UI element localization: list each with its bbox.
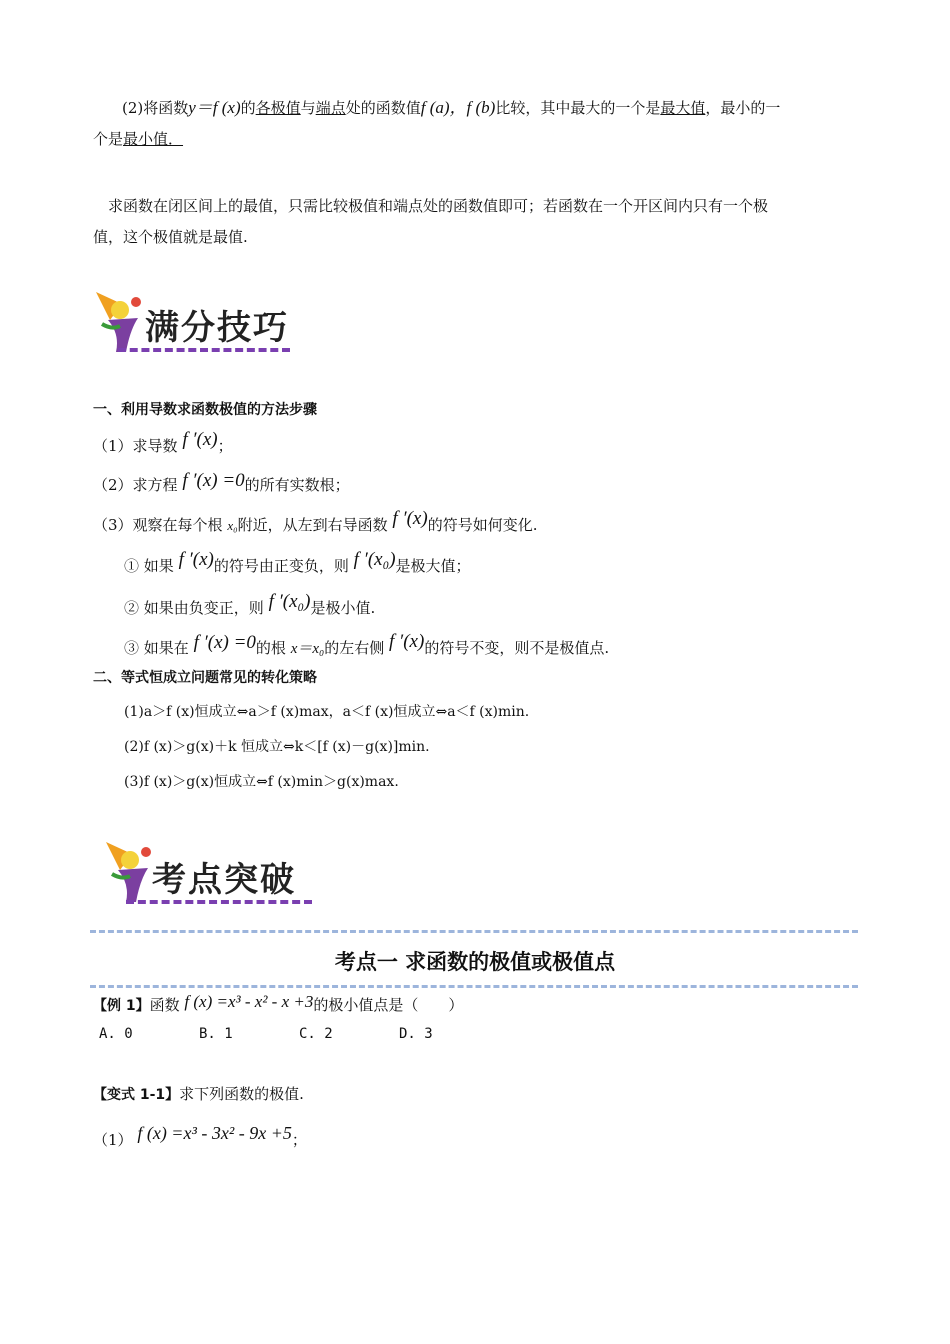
example1-option-a: A. 0 <box>99 1026 133 1042</box>
tips-heading-2: 二、等式恒成立问题常见的转化策略 <box>93 670 317 686</box>
para1-prefix: (2)将函数 <box>122 99 189 117</box>
banner-tips <box>90 290 300 358</box>
case3-prefix: ③ 如果在 <box>124 639 189 657</box>
variant-q1-expr: f (x) =x³ - 3x² - 9x +5 <box>137 1123 292 1143</box>
variant-label: 【变式 1-1】 <box>93 1087 180 1103</box>
banner-mascot-icon <box>90 290 150 356</box>
tips-rule-1: (1)a＞f (x)恒成立⇔a＞f (x)max，a＜f (x)恒成立⇔a＜f (x)min. <box>124 704 530 720</box>
para1-line2-prefix: 个是 <box>93 130 124 148</box>
para1-function-expr: y＝f (x) <box>188 98 241 117</box>
tips-heading-1: 一、利用导数求函数极值的方法步骤 <box>93 402 317 418</box>
para1-yu: 与 <box>300 99 316 117</box>
case3-expr1: f ′(x) =0 <box>193 632 256 653</box>
banner-exam-points-underline <box>126 900 312 904</box>
case1-expr1: f ′(x) <box>178 549 214 570</box>
example1-tail: 的极小值点是（ ） <box>313 996 464 1014</box>
tips-step-3 <box>93 508 538 537</box>
banner-exam-points-title: 考点突破 <box>152 860 296 900</box>
example1-option-b: B. 1 <box>199 1026 233 1042</box>
example-1 <box>93 994 463 1017</box>
tips-rule-2: (2)f (x)＞g(x)＋k 恒成立⇔k＜[f (x)－g(x)]min. <box>124 739 430 755</box>
paragraph-max-min-line2 <box>93 128 197 150</box>
variant-question-1 <box>93 1123 307 1151</box>
step1-prefix: （1）求导数 <box>93 437 178 455</box>
step2-expr: f ′(x) =0 <box>182 470 245 491</box>
case1-mid: 的符号由正变负，则 <box>213 557 349 575</box>
para1-underline-extrema: 各极值 <box>255 99 301 117</box>
paragraph-closed-interval-line1: 求函数在闭区间上的最值，只需比较极值和端点处的函数值即可；若函数在一个开区间内只有一个极 <box>108 197 769 215</box>
step3-x0: x₀ <box>227 518 238 533</box>
banner-tips-underline <box>118 348 290 352</box>
tips-step-1 <box>93 429 233 457</box>
step2-tail: 的所有实数根； <box>244 476 350 494</box>
variant-q1-tail: ； <box>291 1131 307 1149</box>
example1-label: 【例 1】 <box>93 998 150 1014</box>
variant-text: 求下列函数的极值. <box>179 1085 304 1103</box>
tips-case-2 <box>124 591 376 619</box>
para1-compare: 比较，其中最大的一个是 <box>495 99 661 117</box>
example1-expr: f (x) =x³ - x² - x +3 <box>184 992 314 1011</box>
tips-case-1 <box>124 549 471 577</box>
case2-tail: 是极小值. <box>310 599 376 617</box>
banner-mascot-icon <box>100 840 160 906</box>
step1-tail: ； <box>217 437 233 455</box>
case3-root: x＝x₀ <box>290 641 325 657</box>
case3-tail: 的符号不变，则不是极值点. <box>424 639 610 657</box>
step3-expr: f ′(x) <box>392 508 428 529</box>
tips-rule-3: (3)f (x)＞g(x)恒成立⇔f (x)min＞g(x)max. <box>124 774 399 790</box>
variant-q1-prefix: （1） <box>93 1131 133 1149</box>
case2-expr: f ′(x₀) <box>268 591 311 612</box>
step2-prefix: （2）求方程 <box>93 476 178 494</box>
example1-option-c: C. 2 <box>299 1026 333 1042</box>
example1-prefix: 函数 <box>149 996 180 1014</box>
paragraph-closed-interval-line2: 值，这个极值就是最值. <box>93 228 248 246</box>
step1-expr: f ′(x) <box>182 429 218 450</box>
para1-de: 的 <box>240 99 256 117</box>
banner-exam-points <box>100 840 320 910</box>
step3-tail: 的符号如何变化. <box>427 516 538 534</box>
tips-step-2 <box>93 470 350 496</box>
case1-tail: 是极大值； <box>395 557 471 575</box>
case2-prefix: ② 如果由负变正，则 <box>124 599 264 617</box>
section-rule-bottom <box>90 985 858 988</box>
case3-expr2: f ′(x) <box>389 631 425 652</box>
paragraph-max-min-line1 <box>122 97 780 119</box>
step3-prefix: （3）观察在每个根 <box>93 516 223 534</box>
para1-underline-min: 最小值． <box>123 130 184 148</box>
para1-fa-fb: f (a)，f (b) <box>420 98 496 117</box>
para1-underline-max: 最大值 <box>660 99 706 117</box>
case3-mid: 的根 <box>255 639 286 657</box>
case1-prefix: ① 如果 <box>124 557 174 575</box>
example1-option-d: D. 3 <box>399 1026 433 1042</box>
case3-mid2: 的左右侧 <box>324 639 385 657</box>
section-rule-top <box>90 930 858 933</box>
section-title: 考点一 求函数的极值或极值点 <box>334 950 616 974</box>
variant-1-1 <box>93 1083 304 1106</box>
para1-mid: 处的函数值 <box>345 99 421 117</box>
tips-case-3 <box>124 631 610 660</box>
case1-expr2: f ′(x₀) <box>353 549 396 570</box>
step3-mid: 附近，从左到右导函数 <box>237 516 388 534</box>
para1-underline-endpoints: 端点 <box>315 99 346 117</box>
para1-tail: ，最小的一 <box>705 99 781 117</box>
banner-tips-title: 满分技巧 <box>145 308 289 348</box>
